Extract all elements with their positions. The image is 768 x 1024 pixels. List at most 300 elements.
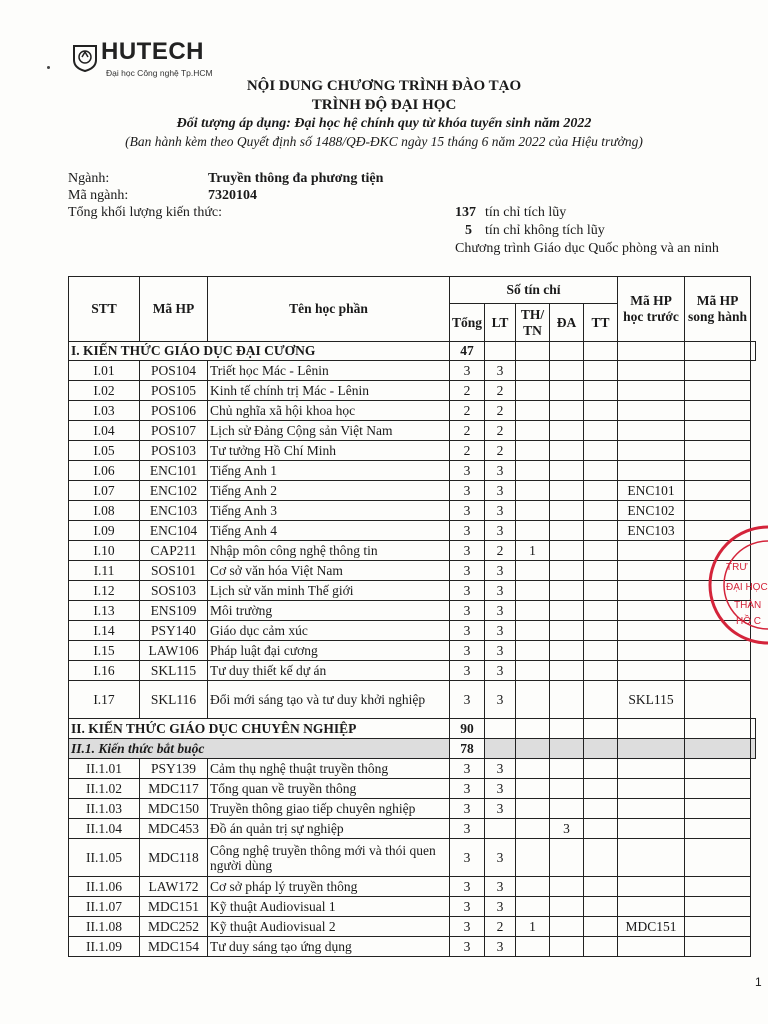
cell-tt <box>584 561 618 581</box>
major-label: Ngành: <box>68 171 110 186</box>
col-total-header: Tổng <box>450 304 485 342</box>
cell-total: 3 <box>450 461 485 481</box>
cell-tt <box>584 681 618 719</box>
cell-total: 3 <box>450 681 485 719</box>
cell-tt <box>584 601 618 621</box>
section-2-title: II. KIẾN THỨC GIÁO DỤC CHUYÊN NGHIỆP <box>69 719 450 739</box>
cell-total: 3 <box>450 937 485 957</box>
cell-tt <box>584 401 618 421</box>
table-row <box>69 401 756 421</box>
cell-total: 3 <box>450 601 485 621</box>
document-level: TRÌNH ĐỘ ĐẠI HỌC <box>311 97 457 113</box>
cell-lt <box>485 819 516 839</box>
cell-lt: 2 <box>485 381 516 401</box>
cell-coreq <box>685 799 751 819</box>
cell-da <box>550 541 584 561</box>
cell-da <box>550 897 584 917</box>
cell-stt: II.1.08 <box>69 917 140 937</box>
credits-accum: 137 <box>455 205 476 220</box>
cell-prereq <box>618 541 685 561</box>
cell-tt <box>584 381 618 401</box>
table-row <box>69 441 756 461</box>
cell-name: Kỹ thuật Audiovisual 1 <box>208 897 450 917</box>
document-title: NỘI DUNG CHƯƠNG TRÌNH ĐÀO TẠO <box>246 78 522 94</box>
cell-stt: I.15 <box>69 641 140 661</box>
cell-th: 1 <box>516 917 550 937</box>
cell-code: SKL116 <box>140 681 208 719</box>
table-row <box>69 799 756 819</box>
cell-th: 1 <box>516 541 550 561</box>
cell-tt <box>584 799 618 819</box>
cell-da <box>550 839 584 877</box>
cell-code: ENS109 <box>140 601 208 621</box>
cell-code: MDC118 <box>140 839 208 877</box>
logo-subtitle: Đại học Công nghệ Tp.HCM <box>106 68 213 78</box>
cell-lt: 3 <box>485 681 516 719</box>
cell-name: Tiếng Anh 2 <box>208 481 450 501</box>
cell-coreq <box>685 401 751 421</box>
table-row <box>69 819 756 839</box>
cell-lt: 3 <box>485 641 516 661</box>
cell-total: 3 <box>450 581 485 601</box>
cell-prereq <box>618 421 685 441</box>
cell-prereq <box>618 819 685 839</box>
cell-coreq <box>685 381 751 401</box>
cell-total: 3 <box>450 877 485 897</box>
cell-stt: I.09 <box>69 521 140 541</box>
cell-tt <box>584 501 618 521</box>
cell-th <box>516 779 550 799</box>
section-2-total: 90 <box>450 719 485 739</box>
page-number: 1 <box>755 975 762 989</box>
cell-name: Đồ án quản trị sự nghiệp <box>208 819 450 839</box>
defense-program: Chương trình Giáo dục Quốc phòng và an ninh <box>455 241 719 256</box>
cell-coreq <box>685 839 751 877</box>
table-row <box>69 521 756 541</box>
cell-coreq <box>685 937 751 957</box>
cell-name: Pháp luật đại cương <box>208 641 450 661</box>
cell-name: Tư tưởng Hồ Chí Minh <box>208 441 450 461</box>
cell-total: 2 <box>450 421 485 441</box>
col-lt-header: LT <box>485 304 516 342</box>
cell-da <box>550 661 584 681</box>
cell-th <box>516 681 550 719</box>
cell-th <box>516 799 550 819</box>
cell-lt: 3 <box>485 561 516 581</box>
cell-code: MDC151 <box>140 897 208 917</box>
table-row <box>69 681 756 719</box>
cell-stt: II.1.02 <box>69 779 140 799</box>
cell-code: POS106 <box>140 401 208 421</box>
cell-coreq <box>685 819 751 839</box>
cell-stt: I.07 <box>69 481 140 501</box>
cell-th <box>516 839 550 877</box>
cell-da <box>550 361 584 381</box>
cell-code: MDC150 <box>140 799 208 819</box>
cell-tt <box>584 897 618 917</box>
cell-prereq <box>618 839 685 877</box>
cell-tt <box>584 641 618 661</box>
cell-da <box>550 779 584 799</box>
col-prereq-header: Mã HP học trước <box>618 277 685 342</box>
cell-code: MDC453 <box>140 819 208 839</box>
cell-stt: I.06 <box>69 461 140 481</box>
cell-name: Công nghệ truyền thông mới và thói quen người dùng <box>208 839 450 877</box>
table-row <box>69 897 756 917</box>
cell-coreq <box>685 877 751 897</box>
cell-stt: I.11 <box>69 561 140 581</box>
col-th-header: TH/ TN <box>516 304 550 342</box>
cell-prereq <box>618 641 685 661</box>
cell-th <box>516 481 550 501</box>
cell-name: Tiếng Anh 4 <box>208 521 450 541</box>
cell-lt: 3 <box>485 661 516 681</box>
cell-stt: I.14 <box>69 621 140 641</box>
code-value: 7320104 <box>208 188 257 203</box>
section-row <box>69 719 756 739</box>
cell-tt <box>584 621 618 641</box>
col-credits-header: Số tín chỉ <box>450 277 618 304</box>
table-row <box>69 779 756 799</box>
table-row <box>69 661 756 681</box>
cell-name: Tư duy thiết kế dự án <box>208 661 450 681</box>
hutech-logo <box>72 38 222 82</box>
table-row <box>69 501 756 521</box>
cell-name: Môi trường <box>208 601 450 621</box>
cell-th <box>516 441 550 461</box>
cell-th <box>516 819 550 839</box>
cell-stt: I.13 <box>69 601 140 621</box>
cell-lt: 3 <box>485 501 516 521</box>
cell-code: ENC103 <box>140 501 208 521</box>
hutech-emblem-icon <box>72 44 98 72</box>
cell-th <box>516 401 550 421</box>
cell-prereq <box>618 441 685 461</box>
table-row <box>69 421 756 441</box>
cell-coreq <box>685 681 751 719</box>
cell-tt <box>584 661 618 681</box>
col-tt-header: TT <box>584 304 618 342</box>
cell-total: 3 <box>450 361 485 381</box>
cell-da <box>550 561 584 581</box>
cell-lt: 2 <box>485 441 516 461</box>
cell-th <box>516 581 550 601</box>
subsection-2-1-title: II.1. Kiến thức bắt buộc <box>69 739 450 759</box>
cell-prereq: SKL115 <box>618 681 685 719</box>
cell-da <box>550 421 584 441</box>
cell-da <box>550 937 584 957</box>
cell-total: 3 <box>450 661 485 681</box>
cell-code: SOS101 <box>140 561 208 581</box>
cell-total: 3 <box>450 779 485 799</box>
cell-coreq <box>685 759 751 779</box>
cell-stt: II.1.04 <box>69 819 140 839</box>
cell-lt: 3 <box>485 877 516 897</box>
cell-th <box>516 561 550 581</box>
cell-coreq <box>685 461 751 481</box>
cell-total: 3 <box>450 561 485 581</box>
cell-lt: 3 <box>485 897 516 917</box>
cell-stt: II.1.07 <box>69 897 140 917</box>
cell-code: ENC104 <box>140 521 208 541</box>
cell-tt <box>584 581 618 601</box>
logo-name: HUTECH <box>101 38 204 65</box>
cell-th <box>516 601 550 621</box>
cell-code: POS104 <box>140 361 208 381</box>
cell-stt: II.1.06 <box>69 877 140 897</box>
cell-name: Lịch sử văn minh Thế giới <box>208 581 450 601</box>
document-target: Đối tượng áp dụng: Đại học hệ chính quy từ khóa tuyển sinh năm 2022 <box>176 116 592 131</box>
cell-lt: 3 <box>485 481 516 501</box>
credits-nonaccum: 5 <box>465 223 472 238</box>
cell-th <box>516 897 550 917</box>
table-row <box>69 621 756 641</box>
cell-total: 3 <box>450 839 485 877</box>
cell-prereq <box>618 461 685 481</box>
cell-da <box>550 441 584 461</box>
cell-tt <box>584 421 618 441</box>
col-coreq-header: Mã HP song hành <box>685 277 751 342</box>
cell-total: 3 <box>450 641 485 661</box>
cell-name: Truyền thông giao tiếp chuyên nghiệp <box>208 799 450 819</box>
cell-code: LAW172 <box>140 877 208 897</box>
svg-text:TRƯ: TRƯ <box>726 562 748 573</box>
table-row <box>69 461 756 481</box>
cell-total: 3 <box>450 917 485 937</box>
cell-tt <box>584 937 618 957</box>
svg-text:THÀN: THÀN <box>734 600 762 611</box>
cell-lt: 2 <box>485 917 516 937</box>
cell-prereq <box>618 897 685 917</box>
cell-code: POS107 <box>140 421 208 441</box>
cell-stt: I.05 <box>69 441 140 461</box>
cell-prereq: ENC101 <box>618 481 685 501</box>
cell-da <box>550 601 584 621</box>
cell-name: Đổi mới sáng tạo và tư duy khởi nghiệp <box>208 681 450 719</box>
svg-text:HỒ C: HỒ C <box>736 616 761 627</box>
cell-name: Nhập môn công nghệ thông tin <box>208 541 450 561</box>
cell-lt: 3 <box>485 601 516 621</box>
cell-tt <box>584 441 618 461</box>
cell-name: Lịch sử Đảng Cộng sản Việt Nam <box>208 421 450 441</box>
cell-code: MDC154 <box>140 937 208 957</box>
cell-da <box>550 681 584 719</box>
cell-name: Tiếng Anh 3 <box>208 501 450 521</box>
cell-th <box>516 937 550 957</box>
cell-da: 3 <box>550 819 584 839</box>
cell-da <box>550 401 584 421</box>
table-row <box>69 361 756 381</box>
cell-prereq <box>618 877 685 897</box>
cell-name: Cảm thụ nghệ thuật truyền thông <box>208 759 450 779</box>
cell-tt <box>584 361 618 381</box>
col-code-header: Mã HP <box>140 277 208 342</box>
cell-prereq <box>618 601 685 621</box>
cell-da <box>550 481 584 501</box>
cell-th <box>516 759 550 779</box>
cell-total: 3 <box>450 799 485 819</box>
cell-lt: 3 <box>485 937 516 957</box>
document-decision: (Ban hành kèm theo Quyết định số 1488/QĐ-ĐKC ngày 15 tháng 6 năm 2022 của Hiệu trưởng) <box>125 134 643 149</box>
scan-speck <box>47 66 50 69</box>
cell-tt <box>584 759 618 779</box>
table-row <box>69 481 756 501</box>
section-1-total: 47 <box>450 342 485 361</box>
cell-total: 3 <box>450 819 485 839</box>
cell-stt: I.04 <box>69 421 140 441</box>
cell-prereq <box>618 401 685 421</box>
cell-code: MDC252 <box>140 917 208 937</box>
subsection-row <box>69 739 756 759</box>
cell-coreq <box>685 481 751 501</box>
cell-name: Chủ nghĩa xã hội khoa học <box>208 401 450 421</box>
cell-da <box>550 461 584 481</box>
table-row <box>69 759 756 779</box>
cell-da <box>550 759 584 779</box>
cell-code: ENC102 <box>140 481 208 501</box>
cell-da <box>550 521 584 541</box>
code-label: Mã ngành: <box>68 188 129 203</box>
cell-stt: I.08 <box>69 501 140 521</box>
cell-prereq <box>618 381 685 401</box>
cell-total: 3 <box>450 481 485 501</box>
credits-accum-text: tín chỉ tích lũy <box>485 205 567 220</box>
cell-total: 3 <box>450 501 485 521</box>
cell-code: PSY140 <box>140 621 208 641</box>
cell-stt: II.1.09 <box>69 937 140 957</box>
cell-total: 2 <box>450 441 485 461</box>
table-row <box>69 581 756 601</box>
table-row <box>69 937 756 957</box>
cell-lt: 3 <box>485 799 516 819</box>
cell-stt: II.1.03 <box>69 799 140 819</box>
cell-th <box>516 361 550 381</box>
cell-stt: I.12 <box>69 581 140 601</box>
cell-da <box>550 381 584 401</box>
table-row <box>69 601 756 621</box>
cell-total: 3 <box>450 621 485 641</box>
table-row <box>69 917 756 937</box>
cell-stt: I.01 <box>69 361 140 381</box>
cell-tt <box>584 877 618 897</box>
cell-code: LAW106 <box>140 641 208 661</box>
cell-total: 2 <box>450 401 485 421</box>
cell-th <box>516 461 550 481</box>
cell-coreq <box>685 917 751 937</box>
cell-th <box>516 421 550 441</box>
cell-da <box>550 799 584 819</box>
cell-da <box>550 621 584 641</box>
cell-lt: 3 <box>485 621 516 641</box>
cell-tt <box>584 779 618 799</box>
cell-name: Tiếng Anh 1 <box>208 461 450 481</box>
cell-total: 3 <box>450 759 485 779</box>
cell-prereq: ENC103 <box>618 521 685 541</box>
cell-total: 3 <box>450 541 485 561</box>
cell-tt <box>584 917 618 937</box>
cell-tt <box>584 481 618 501</box>
cell-lt: 3 <box>485 521 516 541</box>
cell-th <box>516 521 550 541</box>
cell-lt: 2 <box>485 421 516 441</box>
cell-th <box>516 621 550 641</box>
cell-stt: I.17 <box>69 681 140 719</box>
cell-prereq <box>618 799 685 819</box>
cell-prereq <box>618 937 685 957</box>
cell-code: CAP211 <box>140 541 208 561</box>
cell-code: SOS103 <box>140 581 208 601</box>
cell-name: Cơ sở pháp lý truyền thông <box>208 877 450 897</box>
cell-stt: I.16 <box>69 661 140 681</box>
red-seal-stamp <box>706 500 768 670</box>
curriculum-table <box>68 276 756 957</box>
cell-code: POS105 <box>140 381 208 401</box>
cell-tt <box>584 839 618 877</box>
cell-prereq <box>618 779 685 799</box>
header-row-1 <box>69 277 756 304</box>
cell-prereq <box>618 661 685 681</box>
cell-lt: 2 <box>485 541 516 561</box>
cell-coreq <box>685 897 751 917</box>
cell-da <box>550 641 584 661</box>
cell-name: Tổng quan về truyền thông <box>208 779 450 799</box>
cell-da <box>550 581 584 601</box>
cell-prereq <box>618 581 685 601</box>
cell-name: Cơ sở văn hóa Việt Nam <box>208 561 450 581</box>
cell-tt <box>584 461 618 481</box>
credits-nonaccum-text: tín chỉ không tích lũy <box>485 223 605 238</box>
table-row <box>69 641 756 661</box>
cell-th <box>516 501 550 521</box>
cell-coreq <box>685 441 751 461</box>
cell-prereq <box>618 361 685 381</box>
cell-name: Tư duy sáng tạo ứng dụng <box>208 937 450 957</box>
cell-stt: I.03 <box>69 401 140 421</box>
cell-da <box>550 917 584 937</box>
cell-total: 2 <box>450 381 485 401</box>
cell-stt: I.02 <box>69 381 140 401</box>
subsection-2-1-total: 78 <box>450 739 485 759</box>
cell-tt <box>584 819 618 839</box>
cell-lt: 3 <box>485 779 516 799</box>
cell-lt: 3 <box>485 581 516 601</box>
svg-text:ĐẠI HỌC: ĐẠI HỌC <box>726 582 768 593</box>
cell-th <box>516 641 550 661</box>
cell-tt <box>584 541 618 561</box>
table-row <box>69 541 756 561</box>
cell-prereq: MDC151 <box>618 917 685 937</box>
cell-da <box>550 877 584 897</box>
major-value: Truyền thông đa phương tiện <box>208 171 384 186</box>
cell-prereq: ENC102 <box>618 501 685 521</box>
cell-code: PSY139 <box>140 759 208 779</box>
cell-th <box>516 381 550 401</box>
cell-prereq <box>618 561 685 581</box>
cell-prereq <box>618 621 685 641</box>
cell-coreq <box>685 779 751 799</box>
cell-lt: 3 <box>485 361 516 381</box>
cell-name: Giáo dục cảm xúc <box>208 621 450 641</box>
table-row <box>69 877 756 897</box>
cell-name: Triết học Mác - Lênin <box>208 361 450 381</box>
cell-tt <box>584 521 618 541</box>
cell-code: SKL115 <box>140 661 208 681</box>
cell-stt: I.10 <box>69 541 140 561</box>
cell-coreq <box>685 361 751 381</box>
cell-name: Kinh tế chính trị Mác - Lênin <box>208 381 450 401</box>
cell-coreq <box>685 421 751 441</box>
cell-code: MDC117 <box>140 779 208 799</box>
